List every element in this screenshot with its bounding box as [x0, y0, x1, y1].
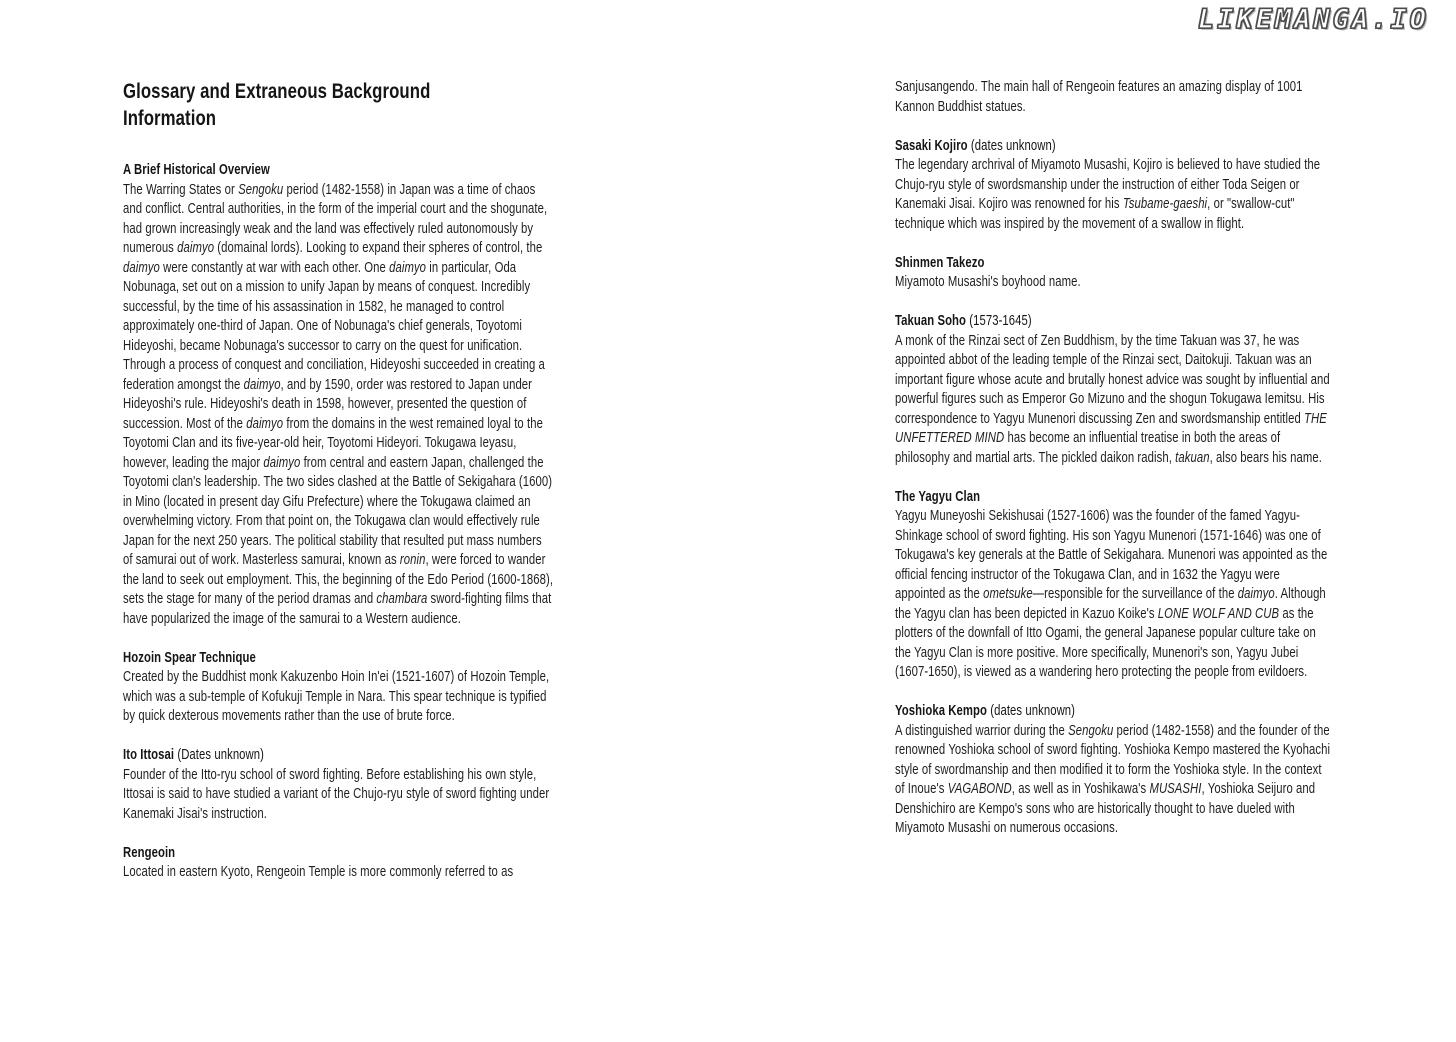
section-paragraph: Located in eastern Kyoto, Rengeoin Temple is more commonly referred to as	[123, 864, 514, 880]
likemanga-watermark-logo: LIKEMANGA.IO	[1198, 4, 1430, 35]
section-heading: Yoshioka Kempo (dates unknown)	[895, 703, 1076, 719]
glossary-section	[123, 844, 554, 883]
section-paragraph: Yagyu Muneyoshi Sekishusai (1527-1606) was the founder of the famed Yagyu-Shinkage school of sword fighting. His son Yagyu Munenori (1571-1646) was one of Tokugawa's key generals at the Battle of Sekigahara. Munenori was appointed as the official fencing instructor of the Tokugawa Clan, and in 1632 the Yagyu were appointed as the ometsuke—responsible for the surveillance of the daimyo. Although the Yagyu clan has been depicted in Kazuo Koike's LONE WOLF AND CUB as the plotters of the downfall of Itto Ogami, the general Japanese popular culture take on the Yagyu Clan is more positive. More specifically, Munenori's son, Yagyu Jubei (1607-1650), is viewed as a wandering hero protecting the people from evildoers.	[895, 508, 1328, 680]
section-paragraph: A monk of the Rinzai sect of Zen Buddhism, by the time Takuan was 37, he was appointed abbot of the leading temple of the Rinzai sect, Daitokuji. Takuan was an important figure whose acute and brutally honest advice was sought by influential and powerful figures such as Emperor Go Mizuno and the shogun Tokugawa Iemitsu. His correspondence to Yagyu Munenori discussing Zen and swordsmanship entitled THE UNFETTERED MIND has become an influential treatise in both the areas of philosophy and martial arts. The pickled daikon radish, takuan, also bears his name.	[895, 332, 1330, 466]
section-heading: Ito Ittosai (Dates unknown)	[123, 747, 265, 763]
glossary-section	[123, 649, 554, 727]
glossary-section	[123, 161, 554, 629]
glossary-section	[895, 702, 1330, 839]
section-heading: The Yagyu Clan	[895, 488, 981, 505]
section-heading: Shinmen Takezo	[895, 254, 985, 271]
section-paragraph: Miyamoto Musashi's boyhood name.	[895, 274, 1081, 290]
section-paragraph: The legendary archrival of Miyamoto Musashi, Kojiro is believed to have studied the Chujo-ryu style of swordsmanship under the instruction of either Toda Seigen or Kanemaki Jisai. Kojiro was renowned for his Tsubame-gaeshi, or "swallow-cut" technique which was inspired by the movement of a swallow in flight.	[895, 157, 1321, 232]
section-heading: Hozoin Spear Technique	[123, 649, 256, 666]
glossary-section	[895, 254, 1330, 293]
glossary-section	[895, 488, 1330, 683]
glossary-section	[123, 746, 554, 824]
glossary-section	[895, 78, 1330, 117]
glossary-section	[895, 312, 1330, 468]
page-title-line-1: Glossary and Extraneous Background	[123, 79, 431, 103]
right-column	[895, 78, 1330, 858]
left-column-sections	[123, 161, 554, 883]
section-heading: Rengeoin	[123, 844, 176, 861]
section-paragraph: A distinguished warrior during the Sengoku period (1482-1558) and the founder of the renowned Yoshioka school of sword fighting. Yoshioka Kempo mastered the Kyohachi style of swordmanship and then modified it to form the Yoshioka style. In the context of Inoue's VAGABOND, as well as in Yoshikawa's MUSASHI, Yoshioka Seijuro and Denshichiro are Kempo's sons who are historically thought to have dueled with Miyamoto Musashi on numerous occasions.	[895, 722, 1331, 836]
section-paragraph: The Warring States or Sengoku period (1482-1558) in Japan was a time of chaos and conflict. Central authorities, in the form of the imperial court and the shogunate, had grown increasingly weak and the land was effectively ruled autonomously by numerous daimyo (domainal lords). Looking to expand their spheres of control, the daimyo were constantly at war with each other. One daimyo in particular, Oda Nobunaga, set out on a mission to unify Japan by means of conquest. Incredibly successful, by the time of his assassination in 1582, he managed to control approximately one-third of Japan. One of Nobunaga's chief generals, Toyotomi Hideyoshi, became Nobunaga's successor to carry on the quest for unification. Through a process of conquest and conciliation, Hideyoshi succeeded in creating a federation amongst the daimyo, and by 1590, order was restored to Japan under Hideyoshi's rule. Hideyoshi's death in 1598, however, presented the question of succession. Most of the daimyo from the domains in the west remained loyal to the Toyotomi Clan and its five-year-old heir, Toyotomi Hideyori. Tokugawa Ieyasu, however, leading the major daimyo from central and eastern Japan, challenged the Toyotomi clan's leadership. The two sides clashed at the Battle of Sekigahara (1600) in Mino (located in present day Gifu Prefecture) where the Tokugawa claimed an overwhelming victory. From that point on, the Tokugawa clan would effectively rule Japan for the next 250 years. The political stability that resulted put mass numbers of samurai out of work. Masterless samurai, known as ronin, were forced to wander the land to seek out employment. This, the beginning of the Edo Period (1600-1868), sets the stage for many of the period dramas and chambara sword-fighting films that have popularized the image of the samurai to a Western audience.	[123, 181, 554, 627]
glossary-section	[895, 137, 1330, 235]
section-paragraph: Sanjusangendo. The main hall of Rengeoin features an amazing display of 1001 Kannon Buddhist statues.	[895, 79, 1303, 115]
section-paragraph: Founder of the Itto-ryu school of sword fighting. Before establishing his own style, Ittosai is said to have studied a variant of the Chujo-ryu style of sword fighting under Kanemaki Jisai's instruction.	[123, 766, 550, 822]
page-title	[123, 78, 554, 132]
section-paragraph: Created by the Buddhist monk Kakuzenbo Hoin In'ei (1521-1607) of Hozoin Temple, which was a sub-temple of Kofukuji Temple in Nara. This spear technique is typified by quick dexterous movements rather than the use of brute force.	[123, 669, 550, 724]
section-heading: Sasaki Kojiro (dates unknown)	[895, 137, 1056, 154]
right-column-sections	[895, 78, 1330, 839]
section-heading: A Brief Historical Overview	[123, 162, 270, 178]
left-column	[123, 78, 554, 902]
section-heading: Takuan Soho (1573-1645)	[895, 313, 1032, 329]
page-title-line-2: Information	[123, 106, 217, 130]
